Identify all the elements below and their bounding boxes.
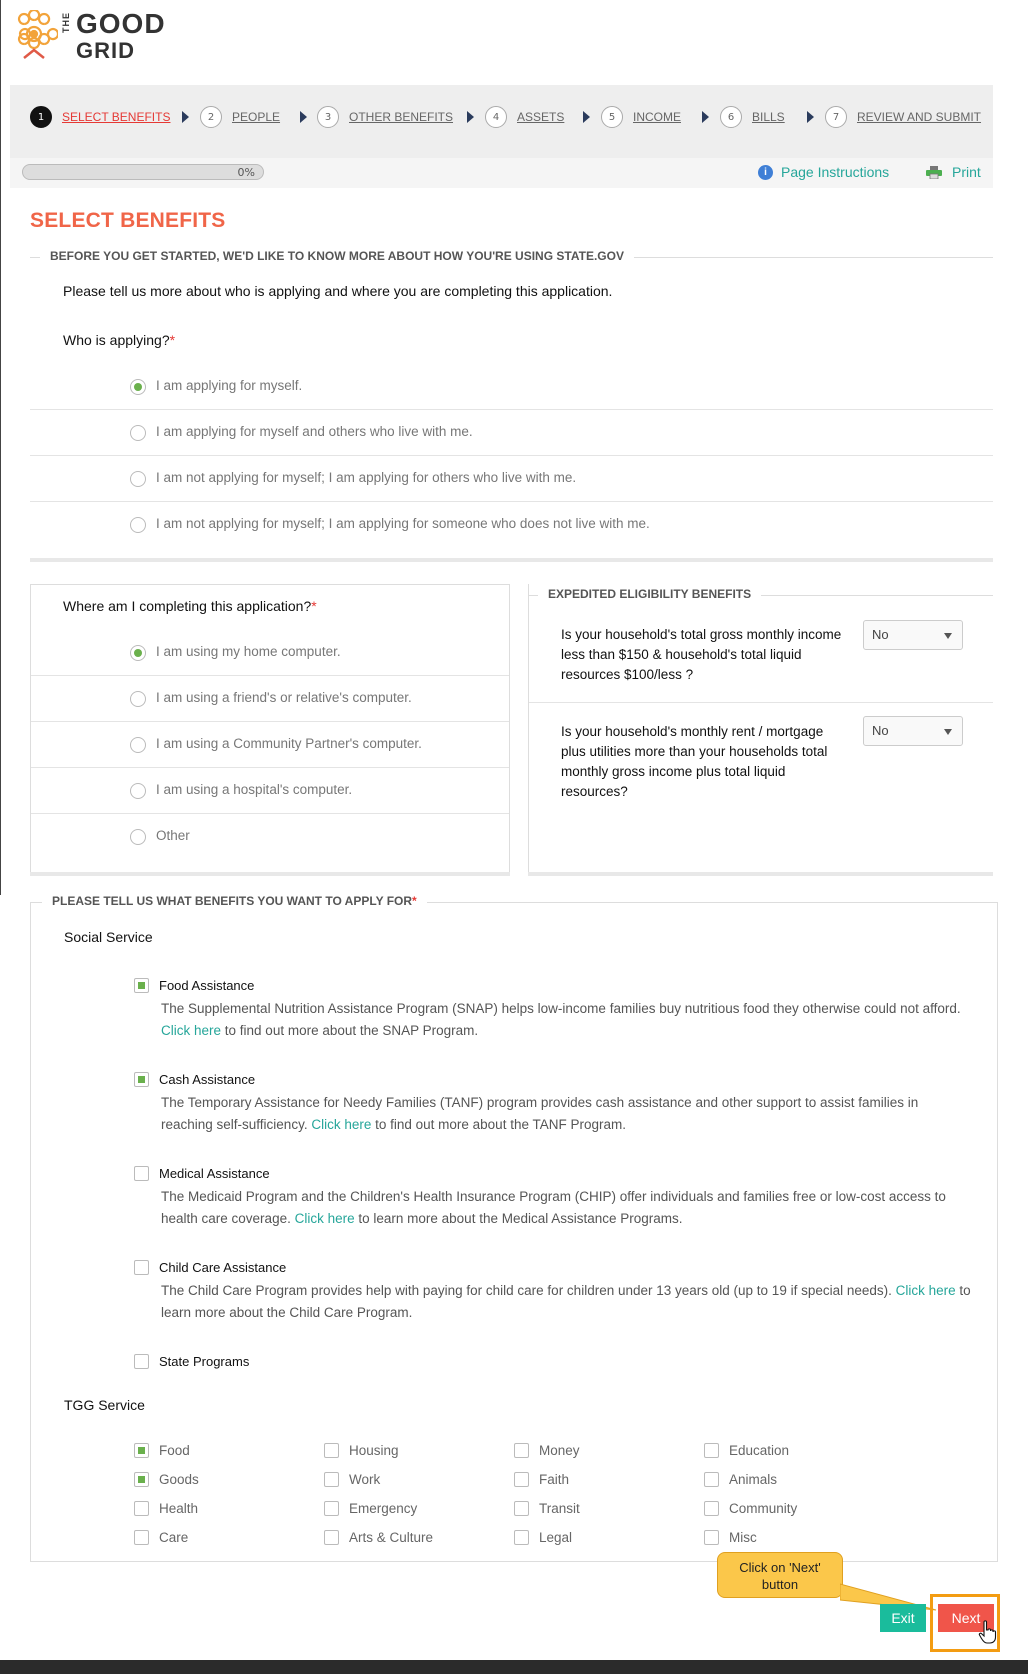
checkbox[interactable] — [704, 1443, 719, 1458]
step-bills[interactable] — [720, 105, 785, 129]
step-label: OTHER BENEFITS — [349, 110, 454, 124]
tgg-label: Emergency — [349, 1501, 418, 1516]
tgg-emergency[interactable] — [324, 1501, 417, 1516]
checkbox[interactable] — [514, 1501, 529, 1516]
radio-button[interactable] — [130, 471, 146, 487]
tgg-arts-culture[interactable] — [324, 1530, 433, 1545]
social-service-label: Social Service — [64, 929, 153, 945]
tgg-label: Food — [159, 1443, 190, 1458]
child-care-checkbox[interactable] — [134, 1260, 149, 1275]
radio-label: I am using my home computer. — [156, 644, 341, 659]
tgg-transit[interactable] — [514, 1501, 580, 1516]
radio-button[interactable] — [130, 425, 146, 441]
progress-bar — [22, 164, 264, 180]
checkbox[interactable] — [514, 1472, 529, 1487]
tgg-goods[interactable] — [134, 1472, 199, 1487]
radio-label: Other — [156, 828, 190, 843]
expedited-question-2: Is your household's monthly rent / mortgage plus utilities more than your households total monthly gross income plus total liquid resources? — [561, 724, 828, 799]
radio-label: I am not applying for myself; I am applying for someone who does not live with me. — [156, 516, 650, 531]
step-label: PEOPLE — [232, 110, 281, 124]
desc-text: The Temporary Assistance for Needy Families (TANF) program provides cash assistance and other support to assist families in reaching self-sufficiency. — [161, 1095, 919, 1132]
radio-button[interactable] — [130, 517, 146, 533]
where-option-row[interactable] — [31, 722, 509, 768]
section-divider — [30, 558, 993, 562]
tgg-label: Faith — [539, 1472, 570, 1487]
tgg-label: Care — [159, 1530, 189, 1545]
checkbox[interactable] — [704, 1472, 719, 1487]
radio-button[interactable] — [130, 379, 146, 395]
step-people[interactable] — [200, 105, 280, 129]
logo-good: GOOD — [76, 8, 166, 39]
expedited-question-1: Is your household's total gross monthly income less than $150 & household's total liquid resources $100/less ? — [561, 627, 842, 682]
required-mark: * — [169, 332, 176, 348]
step-label: BILLS — [752, 110, 785, 124]
hand-cursor-icon — [978, 1620, 998, 1644]
step-label: INCOME — [633, 110, 681, 124]
step-label: ASSETS — [517, 110, 565, 124]
select-value: No — [872, 723, 889, 738]
step-arrow-icon — [300, 111, 307, 123]
child-care-desc — [161, 1280, 971, 1324]
snap-link[interactable]: Click here — [161, 1023, 222, 1038]
printer-icon — [926, 166, 942, 179]
radio-button[interactable] — [130, 691, 146, 707]
page-title: SELECT BENEFITS — [30, 209, 226, 232]
where-option-row[interactable] — [31, 814, 509, 860]
print-link[interactable] — [926, 164, 981, 180]
who-applying-label — [63, 332, 175, 348]
row-divider — [529, 702, 993, 703]
print-label: Print — [952, 164, 981, 180]
benefits-legend-text: PLEASE TELL US WHAT BENEFITS YOU WANT TO APPLY FOR — [52, 894, 413, 908]
child-care-title: Child Care Assistance — [159, 1260, 287, 1275]
radio-label: I am applying for myself. — [156, 378, 303, 393]
who-option-row[interactable] — [30, 410, 993, 456]
where-option-row[interactable] — [31, 676, 509, 722]
panel-divider — [528, 872, 993, 876]
radio-label: I am using a friend's or relative's computer. — [156, 690, 412, 705]
tgg-label: Goods — [159, 1472, 199, 1487]
desc-text: The Supplemental Nutrition Assistance Program (SNAP) helps low-income families buy nutritious food they otherwise could not afford. — [161, 1001, 961, 1016]
desc-text: to learn more about the Child Care Program. — [161, 1283, 971, 1320]
info-icon: i — [758, 165, 773, 180]
who-applying-text: Who is applying? — [63, 332, 170, 348]
step-income[interactable] — [601, 105, 681, 129]
tgg-label: Housing — [349, 1443, 399, 1458]
medical-assistance-checkbox[interactable] — [134, 1166, 149, 1181]
expedited-legend: EXPEDITED ELIGIBILITY BENEFITS — [538, 587, 761, 601]
who-option-row[interactable] — [30, 502, 993, 548]
expedited-select-1[interactable] — [863, 620, 963, 650]
logo-grid: GRID — [76, 38, 135, 63]
step-number: 1 — [30, 106, 52, 128]
tgg-misc[interactable] — [704, 1530, 757, 1545]
tgg-health[interactable] — [134, 1501, 198, 1516]
required-mark: * — [311, 598, 317, 614]
step-arrow-icon — [182, 111, 189, 123]
step-arrow-icon — [583, 111, 590, 123]
checkbox[interactable] — [324, 1443, 339, 1458]
medical-assistance-title: Medical Assistance — [159, 1166, 270, 1181]
tgg-label: Education — [729, 1443, 790, 1458]
child-care-link[interactable]: Click here — [895, 1283, 956, 1298]
food-assistance-desc — [161, 998, 971, 1042]
step-arrow-icon — [467, 111, 474, 123]
tgg-education[interactable] — [704, 1443, 789, 1458]
panel-divider — [30, 872, 510, 876]
tgg-service-label: TGG Service — [64, 1397, 145, 1413]
step-select-benefits[interactable] — [30, 105, 170, 129]
desc-text: to find out more about the TANF Program. — [371, 1117, 626, 1132]
checkbox[interactable] — [324, 1472, 339, 1487]
where-option-row[interactable] — [31, 768, 509, 814]
tgg-faith[interactable] — [514, 1472, 569, 1487]
medical-assistance-desc — [161, 1186, 971, 1230]
step-number: 3 — [317, 106, 339, 128]
page-instructions-label: Page Instructions — [781, 164, 890, 180]
checkbox[interactable] — [324, 1530, 339, 1545]
callout-line-2: button — [761, 1577, 799, 1592]
who-option-row[interactable] — [30, 364, 993, 410]
desc-text: to find out more about the SNAP Program. — [221, 1023, 479, 1038]
sunflower-logo-icon — [10, 10, 58, 62]
radio-button[interactable] — [130, 645, 146, 661]
tgg-work[interactable] — [324, 1472, 380, 1487]
tgg-label: Animals — [729, 1472, 778, 1487]
desc-text: to learn more about the Medical Assistance Programs. — [354, 1211, 683, 1226]
who-option-row[interactable] — [30, 456, 993, 502]
tgg-food[interactable] — [134, 1443, 190, 1458]
progress-stepper — [10, 85, 993, 158]
radio-label: I am using a hospital's computer. — [156, 782, 353, 797]
page-edge — [0, 0, 1, 895]
state-programs-checkbox[interactable] — [134, 1354, 149, 1369]
step-arrow-icon — [702, 111, 709, 123]
checkbox[interactable] — [514, 1443, 529, 1458]
state-programs-title: State Programs — [159, 1354, 250, 1369]
page-toolbar — [10, 158, 993, 188]
next-button[interactable]: Next — [938, 1604, 994, 1632]
tgg-money[interactable] — [514, 1443, 580, 1458]
tutorial-callout — [717, 1552, 843, 1598]
cash-assistance-title: Cash Assistance — [159, 1072, 256, 1087]
page-instructions-link[interactable] — [758, 164, 889, 180]
checkbox[interactable] — [324, 1501, 339, 1516]
good-grid-logo[interactable] — [10, 8, 170, 68]
cash-assistance-desc — [161, 1092, 971, 1136]
step-other-benefits[interactable] — [317, 105, 453, 129]
usage-legend: BEFORE YOU GET STARTED, WE'D LIKE TO KNOW MORE ABOUT HOW YOU'RE USING STATE.GOV — [40, 249, 634, 263]
tgg-animals[interactable] — [704, 1472, 777, 1487]
cash-assistance-checkbox[interactable] — [134, 1072, 149, 1087]
checkbox[interactable] — [134, 1501, 149, 1516]
food-assistance-checkbox[interactable] — [134, 978, 149, 993]
tgg-legal[interactable] — [514, 1530, 572, 1545]
tgg-housing[interactable] — [324, 1443, 399, 1458]
benefits-legend — [42, 894, 427, 908]
intro-text: Please tell us more about who is applying and where you are completing this application. — [63, 283, 613, 299]
tgg-label: Arts & Culture — [349, 1530, 434, 1545]
food-assistance-title: Food Assistance — [159, 978, 255, 993]
logo-the: THE — [61, 12, 71, 33]
step-number: 7 — [825, 106, 847, 128]
where-option-row[interactable] — [31, 630, 509, 676]
where-completing-text: Where am I completing this application? — [63, 598, 312, 614]
tgg-label: Health — [159, 1501, 199, 1516]
required-mark: * — [412, 894, 417, 908]
page-footer-bar — [0, 1660, 1028, 1674]
step-number: 2 — [200, 106, 222, 128]
where-completing-label — [63, 598, 317, 614]
tgg-community[interactable] — [704, 1501, 797, 1516]
tgg-label: Transit — [539, 1501, 580, 1516]
checkbox[interactable] — [134, 1443, 149, 1458]
tgg-label: Legal — [539, 1530, 573, 1545]
checkbox[interactable] — [704, 1530, 719, 1545]
exit-button[interactable]: Exit — [880, 1604, 926, 1632]
radio-label: I am applying for myself and others who live with me. — [156, 424, 473, 439]
tgg-label: Misc — [729, 1530, 757, 1545]
radio-label: I am using a Community Partner's computer. — [156, 736, 422, 751]
radio-button[interactable] — [130, 783, 146, 799]
progress-text: 0% — [237, 166, 255, 179]
step-assets[interactable] — [485, 105, 564, 129]
step-label: REVIEW AND SUBMIT — [857, 110, 982, 124]
radio-label: I am not applying for myself; I am applying for others who live with me. — [156, 470, 577, 485]
tgg-label: Community — [729, 1501, 798, 1516]
radio-button[interactable] — [130, 737, 146, 753]
step-number: 4 — [485, 106, 507, 128]
checkbox[interactable] — [134, 1530, 149, 1545]
chevron-down-icon — [944, 633, 952, 639]
tgg-label: Work — [349, 1472, 381, 1487]
chevron-down-icon — [944, 729, 952, 735]
checkbox[interactable] — [134, 1472, 149, 1487]
expedited-select-2[interactable] — [863, 716, 963, 746]
checkbox[interactable] — [704, 1501, 719, 1516]
step-review-submit[interactable] — [825, 105, 981, 129]
callout-line-1: Click on 'Next' — [739, 1560, 821, 1575]
radio-button[interactable] — [130, 829, 146, 845]
medical-link[interactable]: Click here — [294, 1211, 355, 1226]
tgg-label: Money — [539, 1443, 580, 1458]
step-label: SELECT BENEFITS — [62, 110, 171, 124]
checkbox[interactable] — [514, 1530, 529, 1545]
step-number: 6 — [720, 106, 742, 128]
desc-text: The Medicaid Program and the Children's Health Insurance Program (CHIP) offer individuals and families free or low-cost access to health care coverage. — [161, 1189, 946, 1226]
desc-text: The Child Care Program provides help with paying for child care for children under 13 years old (up to 19 if special needs). — [161, 1283, 896, 1298]
step-arrow-icon — [807, 111, 814, 123]
select-value: No — [872, 627, 889, 642]
step-number: 5 — [601, 106, 623, 128]
tanf-link[interactable]: Click here — [311, 1117, 372, 1132]
tgg-care[interactable] — [134, 1530, 188, 1545]
